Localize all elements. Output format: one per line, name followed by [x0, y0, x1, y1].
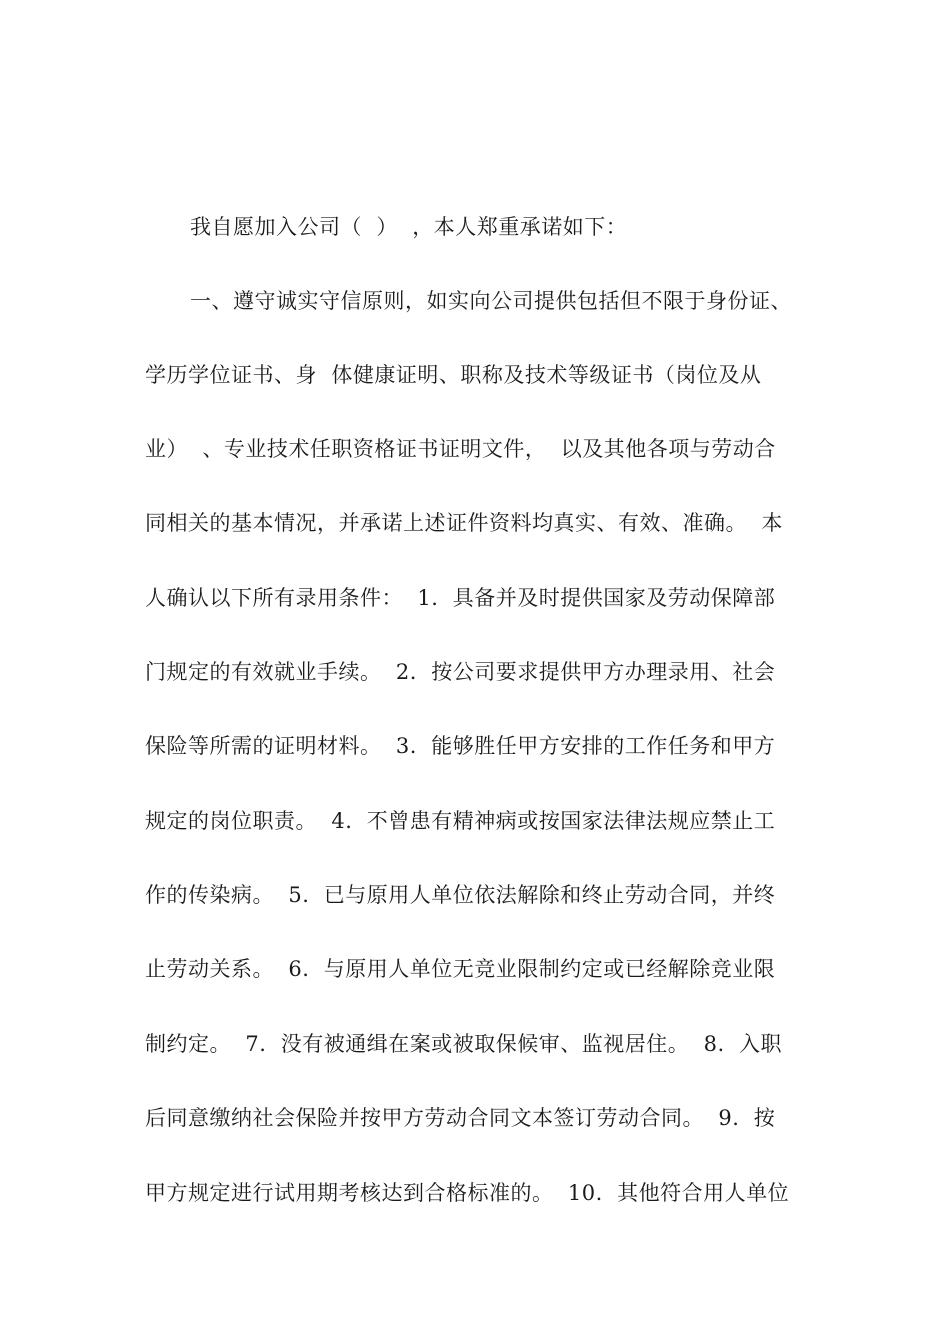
- paragraph-line: 学历学位证书、身 体健康证明、职称及技术等级证书（岗位及从: [145, 363, 762, 387]
- intro-line: 我自愿加入公司（ ） ，本人郑重承诺如下：: [190, 215, 628, 239]
- paragraph-line: 保险等所需的证明材料。 3. 能够胜任甲方安排的工作任务和甲方: [145, 734, 776, 758]
- paragraph-line: 甲方规定进行试用期考核达到合格标准的。 10. 其他符合用人单位: [145, 1181, 790, 1205]
- paragraph-line: 止劳动关系。 6. 与原用人单位无竞业限制约定或已经解除竞业限: [145, 957, 776, 981]
- paragraph-line: 规定的岗位职责。 4. 不曾患有精神病或按国家法律法规应禁止工: [145, 809, 776, 833]
- paragraph-line: 作的传染病。 5. 已与原用人单位依法解除和终止劳动合同，并终: [145, 883, 776, 907]
- paragraph-line: 同相关的基本情况，并承诺上述证件资料均真实、有效、准确。 本: [145, 511, 783, 535]
- paragraph-line: 业） 、专业技术任职资格证书证明文件， 以及其他各项与劳动合: [145, 437, 776, 461]
- paragraph-line: 人确认以下所有录用条件： 1. 具备并及时提供国家及劳动保障部: [145, 586, 776, 610]
- paragraph-line: 一、遵守诚实守信原则，如实向公司提供包括但不限于身份证、: [190, 289, 792, 313]
- paragraph-line: 制约定。 7. 没有被通缉在案或被取保候审、监视居住。 8. 入职: [145, 1032, 782, 1056]
- paragraph-line: 后同意缴纳社会保险并按甲方劳动合同文本签订劳动合同。 9. 按: [145, 1106, 776, 1130]
- paragraph-line: 门规定的有效就业手续。 2. 按公司要求提供甲方办理录用、社会: [145, 660, 776, 684]
